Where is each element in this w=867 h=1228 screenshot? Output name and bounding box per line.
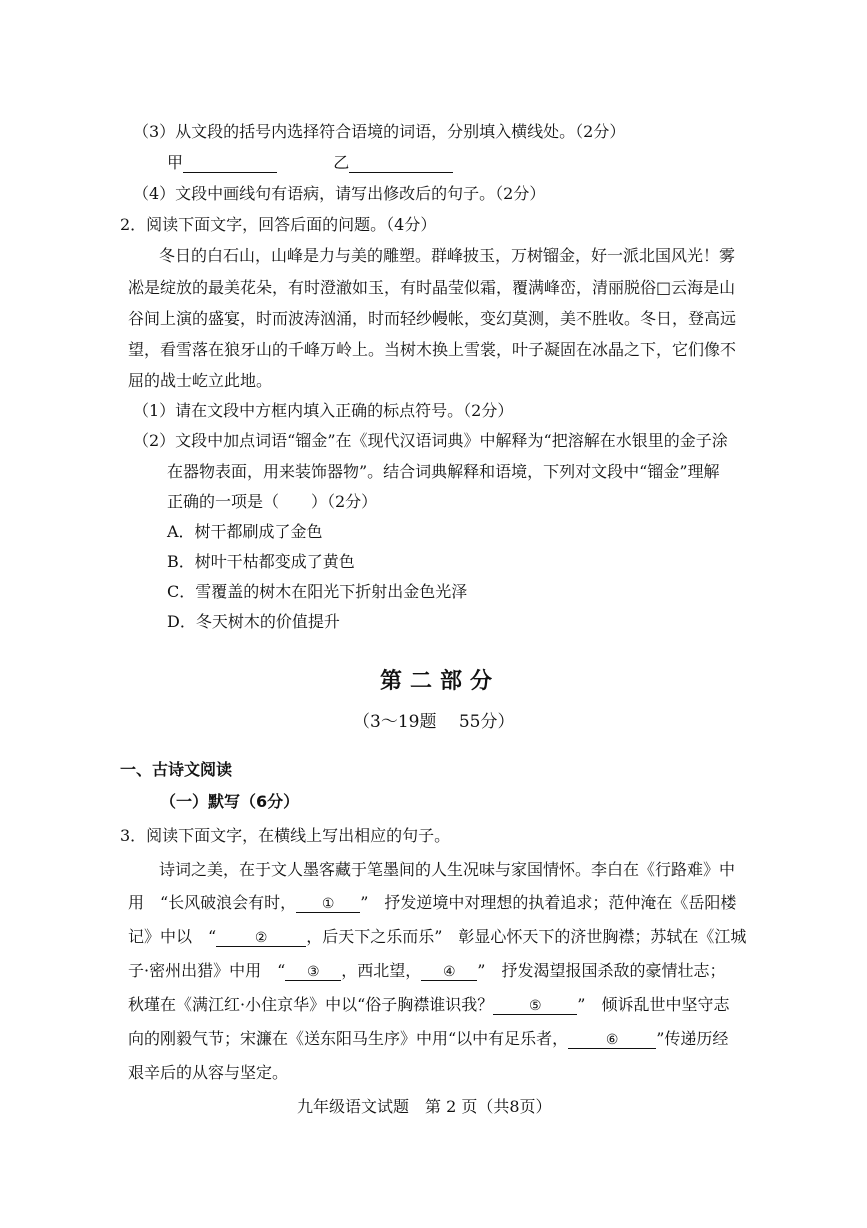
q1-sub3: （3）从文段的括号内选择符合语境的词语，分别填入横线处。（2分） (133, 122, 626, 141)
part2-heading: 第二部分 (380, 668, 501, 694)
q2-passage-line: 凇是绽放的最美花朵，有时澄澈如玉，有时晶莹似霜，覆满峰峦，清丽脱俗□云海是山 (128, 278, 736, 297)
answer-blank-1[interactable]: ① (296, 894, 360, 913)
q2-passage-line: 望，看雪落在狼牙山的千峰万岭上。当树木换上雪裳，叶子凝固在冰晶之下，它们像不 (128, 340, 737, 359)
option-b[interactable]: B．树叶干枯都变成了黄色 (167, 552, 355, 571)
q3-line (128, 893, 736, 913)
q3-text: ” 抒发渴望报国杀敌的豪情壮志； (477, 961, 726, 980)
q1-sub4: （4）文段中画线句有语病，请写出修改后的句子。（2分） (133, 184, 546, 203)
jia-blank[interactable] (183, 154, 277, 173)
option-a[interactable]: A．树干都刷成了金色 (167, 522, 323, 541)
q2-sub2-line: 正确的一项是（ ）（2分） (167, 492, 378, 511)
q3-text: 向的刚毅气节；宋濂在《送东阳马生序》中用“以中有足乐者， (128, 1029, 569, 1048)
q3-line (128, 1029, 728, 1049)
q3-text: ” 抒发逆境中对理想的执着追求；范仲淹在《岳阳楼 (360, 893, 737, 912)
jia-label: 甲 (167, 153, 184, 172)
q3-text: 秋瑾在《满江红·小住京华》中以“俗子胸襟谁识我？ (128, 995, 494, 1014)
q3-text: 用 “长风破浪会有时， (128, 893, 297, 912)
q2-title: 2．阅读下面文字，回答后面的问题。（4分） (120, 215, 437, 234)
q3-text: ”传递历经 (656, 1029, 729, 1048)
q3-text: ” 倾诉乱世中坚守志 (577, 995, 730, 1014)
q3-text: 记》中以 “ (128, 927, 217, 946)
option-c[interactable]: C．雪覆盖的树木在阳光下折射出金色光泽 (167, 582, 468, 601)
q2-sub2-line: 在器物表面，用来装饰器物”。结合词典解释和语境，下列对文段中“镏金”理解 (167, 462, 720, 481)
answer-blank-4[interactable]: ④ (421, 962, 477, 981)
q3-text: 子·密州出猎》中用 “ (128, 961, 286, 980)
answer-blank-2[interactable]: ② (216, 928, 306, 947)
q2-passage-line: 屈的战士屹立此地。 (128, 371, 273, 390)
option-d[interactable]: D．冬天树木的价值提升 (167, 612, 340, 631)
q3-line (128, 995, 729, 1015)
q2-passage-line: 谷间上演的盛宴，时而波涛汹涌，时而轻纱幔帐，变幻莫测，美不胜收。冬日，登高远 (128, 309, 737, 328)
section1-title: 一、古诗文阅读 (120, 760, 233, 779)
section1-sub: （一）默写（6分） (160, 792, 300, 811)
q3-title: 3．阅读下面文字，在横线上写出相应的句子。 (120, 826, 451, 845)
q3-line: 诗词之美，在于文人墨客藏于笔墨间的人生况味与家国情怀。李白在《行路难》中 (159, 860, 736, 879)
q3-line: 艰辛后的从容与坚定。 (128, 1063, 289, 1082)
q3-text: ，西北望， (341, 961, 422, 980)
answer-blank-6[interactable]: ⑥ (568, 1030, 656, 1049)
q3-text: ，后天下之乐而乐” 彰显心怀天下的济世胸襟；苏轼在《江城 (306, 927, 747, 946)
answer-blank-5[interactable]: ⑤ (493, 996, 577, 1015)
page-footer: 九年级语文试题 第 2 页（共8页） (297, 1097, 552, 1116)
part2-range: （3～19题 55分） (353, 712, 515, 732)
yi-label: 乙 (333, 153, 350, 172)
yi-blank[interactable] (349, 154, 453, 173)
q2-sub1: （1）请在文段中方框内填入正确的标点符号。（2分） (133, 401, 514, 420)
q2-sub2-line: （2）文段中加点词语“镏金”在《现代汉语词典》中解释为“把溶解在水银里的金子涂 (133, 431, 728, 450)
q3-line (128, 961, 725, 981)
q3-line (128, 927, 746, 947)
q1-blank-row (167, 153, 453, 173)
q2-passage-line: 冬日的白石山，山峰是力与美的雕塑。群峰披玉，万树镏金，好一派北国风光！雾 (159, 246, 736, 265)
answer-blank-3[interactable]: ③ (285, 962, 341, 981)
